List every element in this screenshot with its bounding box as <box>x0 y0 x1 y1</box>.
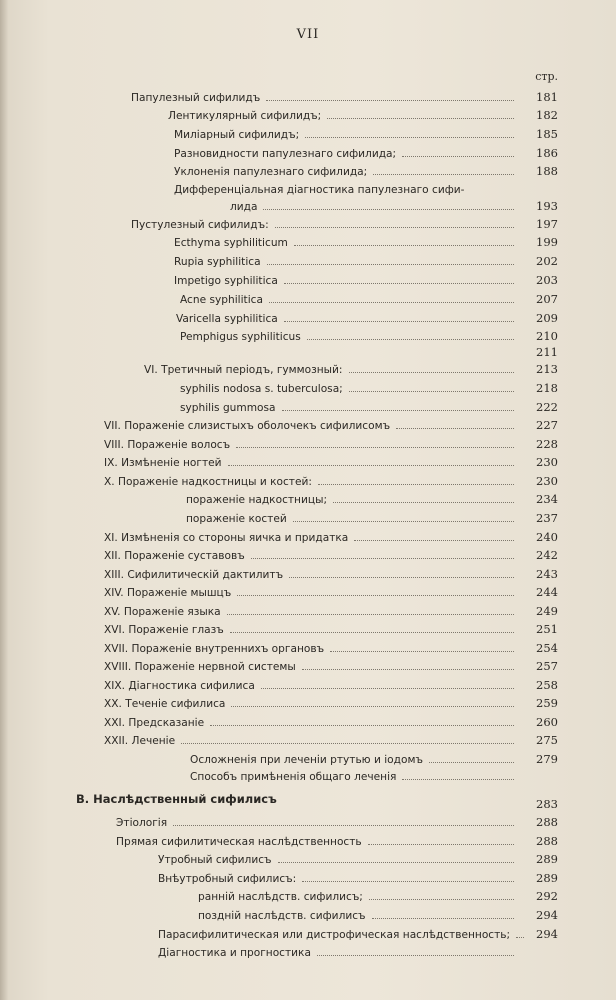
page-number: VII <box>296 27 320 42</box>
toc-entry: XXII. Леченіе 275 <box>104 733 558 747</box>
toc-entry: Миліарный сифилидъ; 185 <box>174 127 558 141</box>
toc-entry: XXI. Предсказаніе 260 <box>104 715 558 729</box>
toc-entry: XV. Пораженіе языка 249 <box>104 604 558 618</box>
toc-entry: Парасифилитическая или дистрофическая наслѣдственность; 294 <box>158 927 558 941</box>
toc-entry: XIX. Діагностика сифилиса 258 <box>104 678 558 692</box>
toc-entry: Діагностика и прогностика <box>158 944 558 962</box>
toc-entry: syphilis gummosa 222 <box>180 400 558 414</box>
toc-entry: Ecthyma syphiliticum 199 <box>174 235 558 249</box>
toc-entry: VI. Третичный періодъ, гуммозный: 213 <box>144 362 558 376</box>
toc-entry-continued: Дифференціальная діагностика папулезнаго сифи- <box>174 184 465 196</box>
toc-entry: поздній наслѣдств. сифилисъ 294 <box>198 908 558 922</box>
toc-entry: лида 193 <box>230 199 558 213</box>
toc-entry: XVIII. Пораженіе нервной системы 257 <box>104 659 558 673</box>
toc-entry: IX. Измѣненіе ногтей 230 <box>104 455 558 469</box>
toc-entry: Varicella syphilitica 209 <box>176 311 558 325</box>
toc-entry: XIV. Пораженіе мышцъ 244 <box>104 585 558 599</box>
toc-entry: Внѣутробный сифилисъ: 289 <box>158 871 558 885</box>
toc-entry: пораженіе костей 237 <box>186 511 558 525</box>
page-column-header: стр. <box>535 70 558 83</box>
toc-entry: Лентикулярный сифилидъ; 182 <box>168 108 558 122</box>
toc-entry: syphilis nodosa s. tuberculosa; 218 <box>180 381 558 395</box>
toc-entry: XX. Теченіе сифилиса 259 <box>104 696 558 710</box>
toc-entry: Impetigo syphilitica 203 <box>174 273 558 287</box>
toc-entry: VII. Пораженіе слизистыхъ оболочекъ сифилисомъ 227 <box>104 418 558 432</box>
toc-entry: Способъ примѣненія общаго леченія <box>190 768 558 786</box>
toc-entry: Rupia syphilitica 202 <box>174 254 558 268</box>
page-binding-edge <box>0 0 8 1000</box>
toc-entry: VIII. Пораженіе волосъ 228 <box>104 437 558 451</box>
section-b-title: В. Наслѣдственный сифилисъ <box>76 792 277 806</box>
toc-entry: Уклоненія папулезнаго сифилида; 188 <box>174 164 558 178</box>
toc-entry: Разновидности папулезнаго сифилида; 186 <box>174 146 558 160</box>
toc-entry: 283 <box>536 797 558 811</box>
toc-entry: Acne syphilitica 207 <box>180 292 558 306</box>
toc-entry: Папулезный сифилидъ 181 <box>131 90 558 104</box>
toc-entry: XVII. Пораженіе внутреннихъ органовъ 254 <box>104 641 558 655</box>
toc-entry: Этіологія 288 <box>116 815 558 829</box>
toc-entry: XII. Пораженіе суставовъ 242 <box>104 548 558 562</box>
toc-entry: пораженіе надкостницы; 234 <box>186 492 558 506</box>
toc-entry: ранній наслѣдств. сифилисъ; 292 <box>198 889 558 903</box>
toc-entry: Прямая сифилитическая наслѣдственность 288 <box>116 834 558 848</box>
toc-entry: XIII. Сифилитическій дактилитъ 243 <box>104 567 558 581</box>
toc-entry: Осложненія при леченіи ртутью и іодомъ 279 <box>190 752 558 766</box>
toc-entry: X. Пораженіе надкостницы и костей: 230 <box>104 474 558 488</box>
toc-entry: Утробный сифилисъ 289 <box>158 852 558 866</box>
toc-entry: Pemphigus syphiliticus 210 <box>180 329 558 343</box>
toc-entry: XVI. Пораженіе глазъ 251 <box>104 622 558 636</box>
toc-entry: 211 <box>536 345 558 359</box>
toc-entry: XI. Измѣненія со стороны яичка и придатка 240 <box>104 530 558 544</box>
toc-entry: Пустулезный сифилидъ: 197 <box>131 217 558 231</box>
